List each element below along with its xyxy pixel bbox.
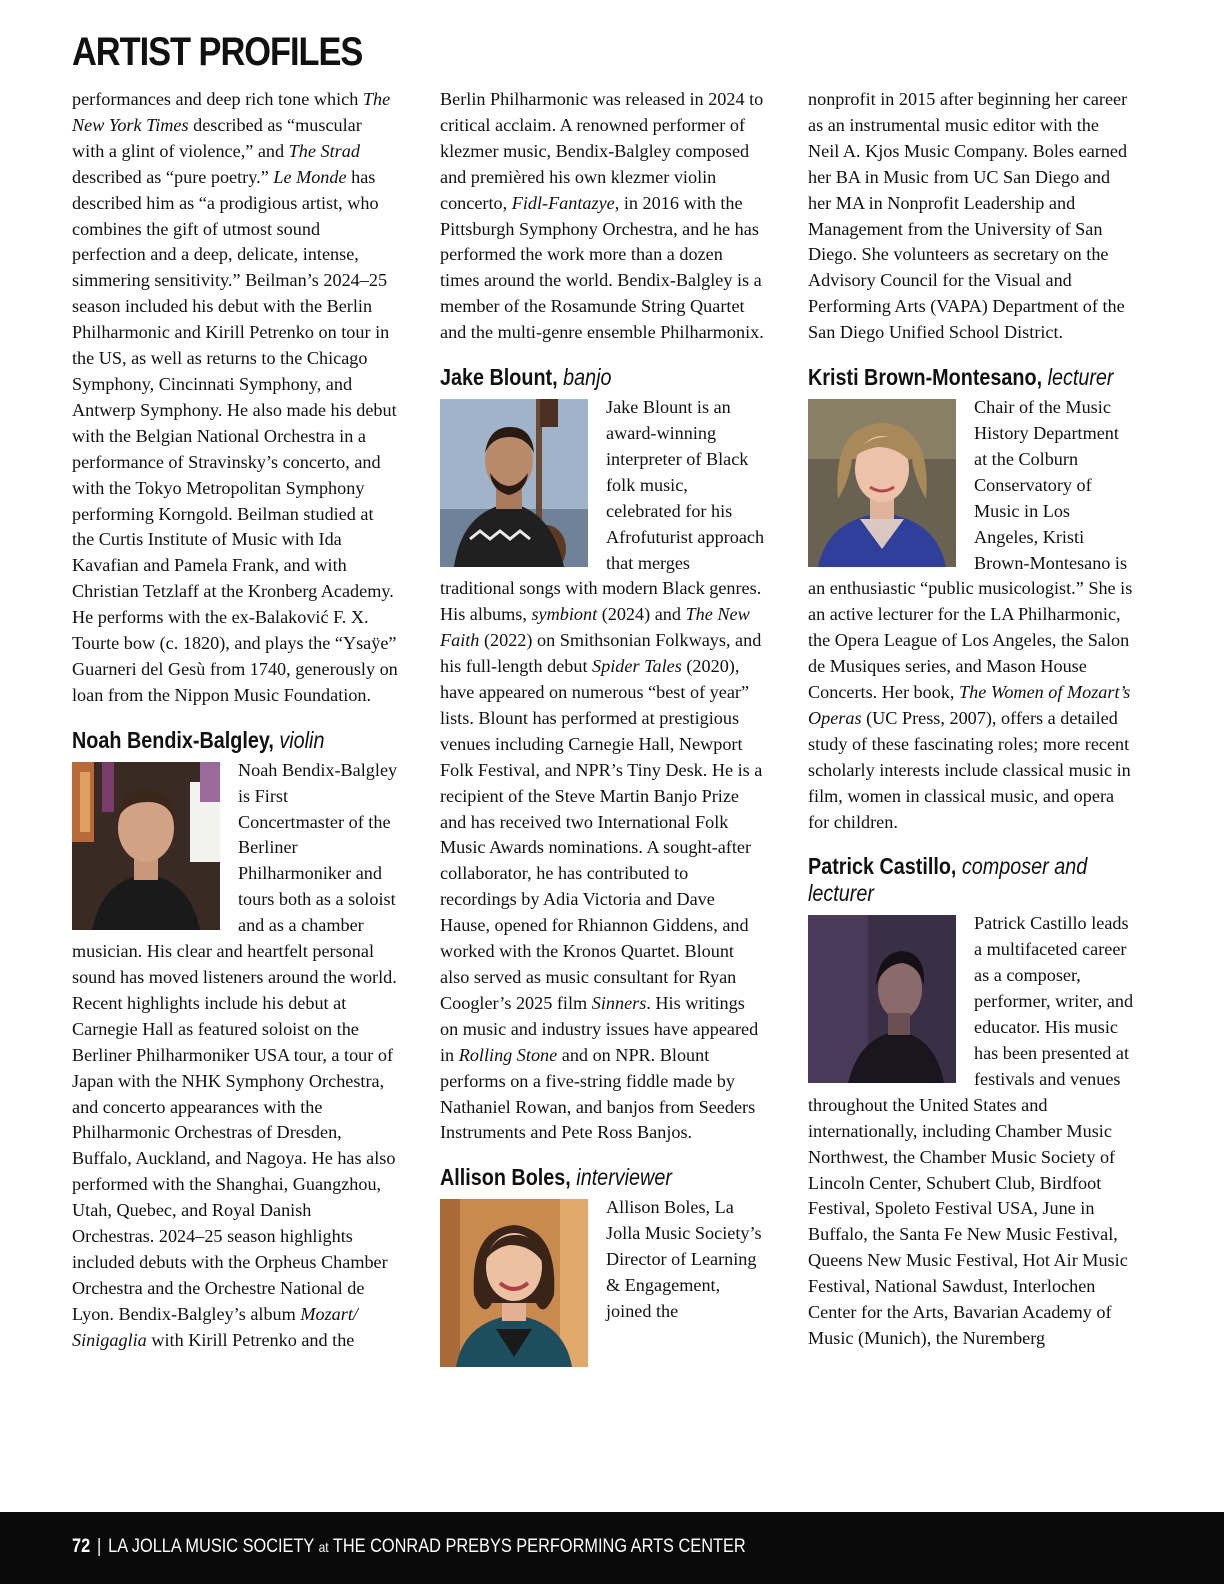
brown-montesano-heading: Kristi Brown-Montesano, lecturer (808, 364, 1114, 391)
castillo-heading: Patrick Castillo, composer and lecturer (808, 853, 1088, 907)
boles-heading: Allison Boles, interviewer (440, 1164, 672, 1191)
footer-text (72, 1536, 746, 1558)
boles-bio-continued: nonprofit in 2015 after beginning her career as an instrumental music editor with the Neil A. Kjos Music Company. Boles earned her BA in Music from UC San Diego and her MA in Nonprofit Leadership and Management from the University of San Diego. She volunteers as secretary on the Advisory Council for the Visual and Performing Arts (VAPA) Department of the San Diego Unified School District. (808, 89, 1128, 343)
boles-photo (440, 1199, 588, 1367)
footer-at: at (318, 1539, 329, 1555)
castillo-bio: Patrick Castillo leads a multifaceted career as a composer, performer, writer, and educator. His music has been presented at festivals and venues throughout the United States and internationally, including Chamber Music Northwest, the Chamber Music Society of Lincoln Center, Schubert Club, Birdfoot Festival, Spoleto Festival USA, June in Buffalo, the Santa Fe New Music Festival, Queens New Music Festival, Hot Air Music Festival, National Sawdust, Interlochen Center for the Arts, Bavarian Academy of Music (Munich), the Nuremberg (808, 913, 1134, 1348)
footer-separator: | (97, 1536, 102, 1557)
blount-photo (440, 399, 588, 567)
blount-bio: Jake Blount is an award-winning interpreter of Black folk music, celebrated for his Afrofuturist approach that merges traditional songs with modern Black genres. His albums, symbiont (2024) and The New Faith (2022) on Smithsonian Folkways, and his full-length debut Spider Tales (2020), have appeared on numerous “best of year” lists. Blount has performed at prestigious venues including Carnegie Hall, Newport Folk Festival, and NPR’s Tiny Desk. He is a recipient of the Steve Martin Banjo Prize and has received two International Folk Music Awards nominations. A sought-after collaborator, he has contributed to recordings by Adia Victoria and Dave Hause, opened for Rhiannon Giddens, and worked with the Kronos Quartet. Blount also served as music consultant for Ryan Coogler’s 2025 film Sinners. His writings on music and industry issues have appeared in Rolling Stone and on NPR. Blount performs on a five-string fiddle made by Nathaniel Rowan, and banjos from Seeders Instruments and Pete Ross Banjos. (440, 397, 765, 1143)
footer-venue: THE CONRAD PREBYS PERFORMING ARTS CENTER (332, 1536, 746, 1557)
brown-montesano-bio: Chair of the Music History Department at the Colburn Conservatory of Music in Los Angeles, Kristi Brown-Montesano is an enthusiastic “public musicologist.” She is an active lecturer for the LA Philharmonic, the Opera League of Los Angeles, the Salon de Musiques series, and Mason House Concerts. Her book, The Women of Mozart’s Operas (UC Press, 2007), offers a detailed study of these fascinating roles; more recent scholarly interests include classical music in film, women in classical music, and opera for children. (808, 397, 1133, 832)
footer-bar (0, 1512, 1224, 1584)
castillo-photo (808, 915, 956, 1083)
brown-montesano-photo (808, 399, 956, 567)
column-3-flow (808, 87, 1134, 1352)
blount-heading: Jake Blount, banjo (440, 364, 612, 391)
beilman-bio: performances and deep rich tone which The New York Times described as “muscular with a glint of violence,” and The Strad described as “pure poetry.” Le Monde has described him as “a prodigious artist, who combines the gift of utmost sound perfection and a deep, delicate, intense, simmering sensitivity.” Beilman’s 2024–25 season included his debut with the Berlin Philharmonic and Kirill Petrenko on tour in the US, as well as returns to the Chicago Symphony, Cincinnati Symphony, and Antwerp Symphony. He also made his debut with the Belgian National Orchestra in a performance of Stravinsky’s concerto, and with the Tokyo Metropolitan Symphony performing Korngold. Beilman studied at the Curtis Institute of Music with Ida Kavafian and Pamela Frank, and with Christian Tetzlaff at the Kronberg Academy. He performs with the ex-Balaković F. X. Tourte bow (c. 1820), and plays the “Ysaÿe” Guarneri del Gesù from 1740, generously on loan from the Nippon Music Foundation. (72, 89, 398, 705)
bendix-balgley-bio-continued: Berlin Philharmonic was released in 2024 to critical acclaim. A renowned performer of klezmer music, Bendix-Balgley composed and premièred his own klezmer violin concerto, Fidl-Fantazye, in 2016 with the Pittsburgh Symphony Orchestra, and he has performed the work more than a dozen times around the world. Bendix-Balgley is a member of the Rosamunde String Quartet and the multi-genre ensemble Philharmonix. (440, 89, 764, 343)
column-1 (72, 87, 398, 1354)
footer-org: LA JOLLA MUSIC SOCIETY (108, 1536, 315, 1557)
page-number: 72 (72, 1536, 91, 1557)
column-2-flow (440, 87, 766, 1371)
bendix-balgley-heading: Noah Bendix-Balgley, violin (72, 726, 325, 753)
bendix-balgley-bio: Noah Bendix-Balgley is First Concertmaster of the Berliner Philharmoniker and tours both as a soloist and as a chamber musician. His clear and heartfelt personal sound has moved listeners around the world. Recent highlights include his debut at Carnegie Hall as featured soloist on the Berliner Philharmoniker USA tour, a tour of Japan with the NHK Symphony Orchestra, and concerto appearances with the Philharmonic Orchestras of Dresden, Buffalo, Auckland, and Nagoya. He has also performed with the Shanghai, Guangzhou, Utah, Quebec, and Royal Danish Orchestras. 2024–25 season highlights included debuts with the Orpheus Chamber Orchestra and the Orchestre National de Lyon. Bendix-Balgley’s album Mozart/ Sinigaglia with Kirill Petrenko and the (72, 759, 398, 1350)
boles-bio: Allison Boles, La Jolla Music Society’s Director of Learning & Engagement, joined the (606, 1197, 762, 1321)
page-title: ARTIST PROFILES (72, 30, 363, 74)
bendix-balgley-photo (72, 762, 220, 930)
